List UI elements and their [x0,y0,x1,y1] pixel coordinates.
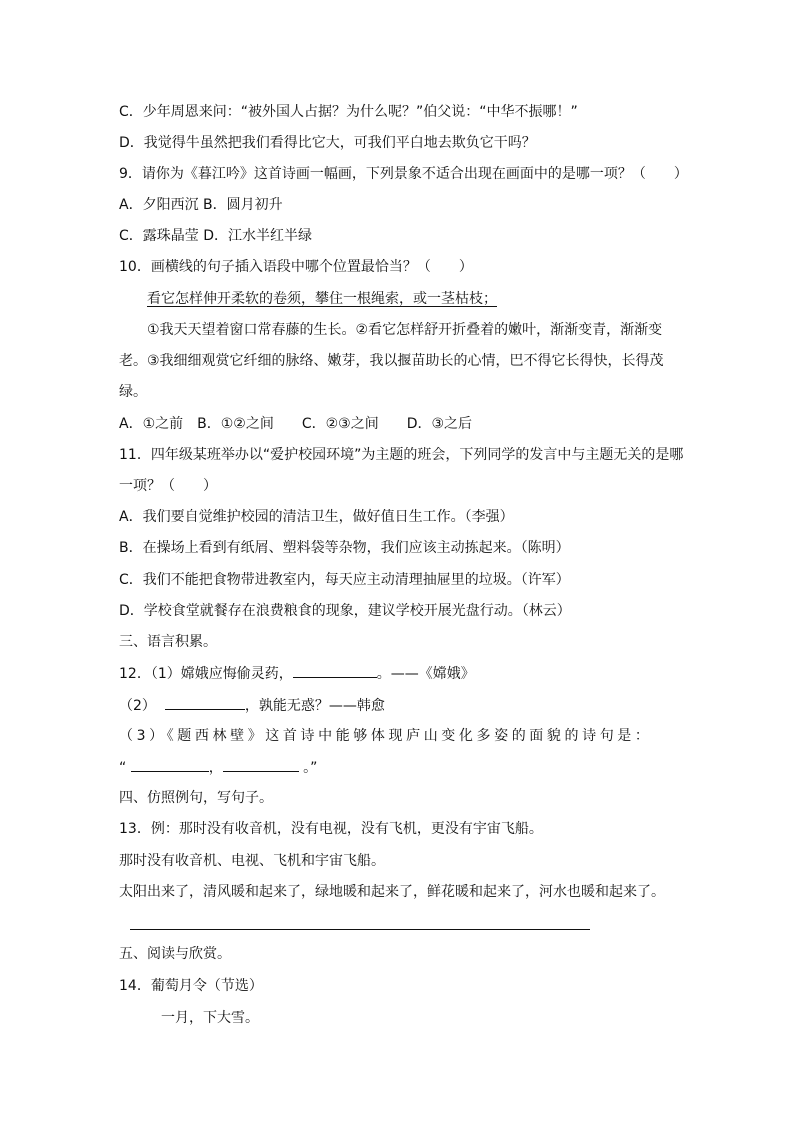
q10-stem: 10．画横线的句子插入语段中哪个位置最恰当？（ ） [119,259,473,275]
q12-part-3: （3）《题西林壁》这首诗中能够体现庐山变化多姿的面貌的诗句是： [119,728,653,744]
section-4-heading: 四、仿照例句，写句子。 [119,790,273,806]
q9-options-ab: A．夕阳西沉 B．圆月初升 [119,197,283,213]
q8-option-c: C．少年周恩来问：“被外国人占据？为什么呢？”伯父说：“中华不振哪！” [119,104,578,120]
q13-example-rewrite: 那时没有收音机、电视、飞机和宇宙飞船。 [119,853,385,869]
q12-part-2-text: ，孰能无惑？——韩愈 [244,698,385,714]
q12-blank-1[interactable] [293,663,377,678]
q11-stem-line-1: 11．四年级某班举办以“爱护校园环境”为主题的班会，下列同学的发言中与主题无关的是哪 [119,447,684,463]
q13-answer-line[interactable] [130,929,590,930]
q12-comma: ， [208,760,223,776]
q12-part-1 [119,663,475,684]
q10-passage-line-3: 绿。 [119,384,147,400]
q11-option-a: A．我们要自觉维护校园的清洁卫生，做好值日生工作。（李强） [119,509,514,525]
q11-stem-line-2: 一项？（ ） [119,478,217,494]
q14-first-line: 一月，下大雪。 [161,1010,259,1026]
q12-open-quote: “ [119,760,127,776]
q10-underlined-sentence: 看它怎样伸开柔软的卷须，攀住一根绳索，或一茎枯枝； [147,291,497,307]
q12-blank-3[interactable] [131,757,209,772]
q10-passage-line-2: 老。③我细细观赏它纤细的脉络、嫩芽，我以揠苗助长的心情，巴不得它长得快，长得茂 [119,353,664,369]
q12-part-1-source: 。——《嫦娥》 [376,666,475,682]
q10-options: A．①之前 B．①②之间 C．②③之间 D．③之后 [119,416,473,432]
q10-passage-line-1: ①我天天望着窗口常春藤的生长。②看它怎样舒开折叠着的嫩叶，渐渐变青，渐渐变 [147,322,663,338]
q9-options-cd: C．露珠晶莹 D．江水半红半绿 [119,228,313,244]
q11-option-b: B．在操场上看到有纸屑、塑料袋等杂物，我们应该主动拣起来。（陈明） [119,540,570,556]
q8-option-d: D．我觉得牛虽然把我们看得比它大，可我们平白地去欺负它干吗？ [119,135,536,151]
q11-option-d: D．学校食堂就餐存在浪费粮食的现象，建议学校开展光盘行动。（林云） [119,603,571,619]
section-3-heading: 三、语言积累。 [119,634,217,650]
q11-option-c: C．我们不能把食物带进教室内，每天应主动清理抽屉里的垃圾。（许军） [119,572,570,588]
q9-stem: 9．请你为《暮江吟》这首诗画一幅画，下列景象不适合出现在画面中的是哪一项？（ ） [119,166,688,182]
q12-part-2 [119,695,385,716]
q12-part-3-answer [119,757,317,778]
q14-title: 14．葡萄月令（节选） [119,978,263,994]
q12-blank-2[interactable] [165,695,245,710]
q12-part-2-label: （2） [119,698,156,714]
section-5-heading: 五、阅读与欣赏。 [119,946,231,962]
q13-example: 13．例：那时没有收音机，没有电视，没有飞机，更没有宇宙飞船。 [119,821,543,837]
q12-blank-4[interactable] [223,757,299,772]
q13-task-sentence: 太阳出来了，清风暖和起来了，绿地暖和起来了，鲜花暖和起来了，河水也暖和起来了。 [119,884,665,900]
q12-part-1-text: 12．（1）嫦娥应悔偷灵药， [119,666,293,682]
q12-close-quote: 。” [303,760,318,776]
